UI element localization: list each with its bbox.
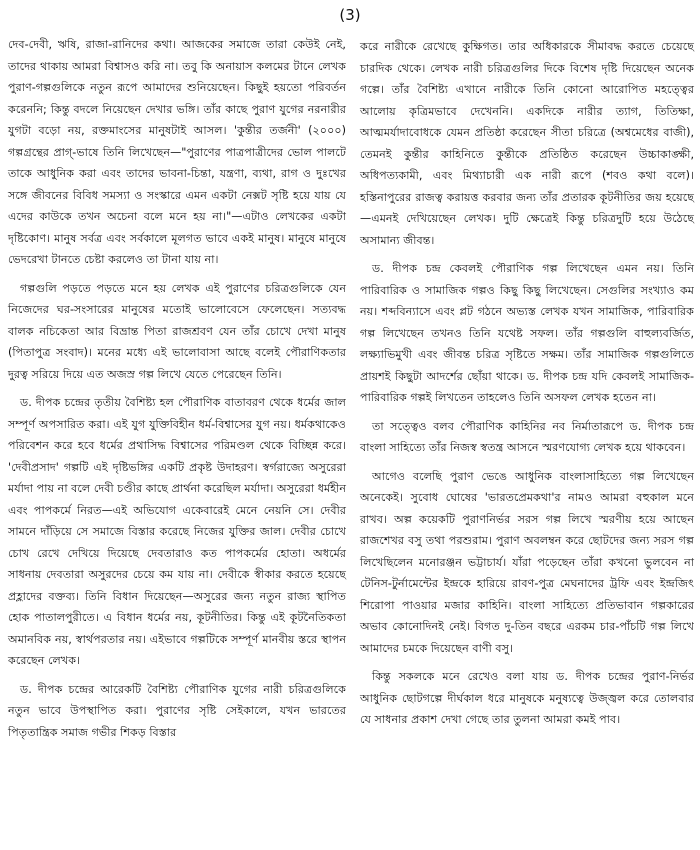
page-number: (3) bbox=[339, 6, 361, 24]
paragraph: আগেও বলেছি পুরাণ ভেঙে আধুনিক বাংলাসাহিত্যে গল্প লিখেছেন অনেকেই। সুবোধ ঘোষের 'ভারতপ্রেমকথা'র নামও আমরা বহুকাল মনে রাখব। অল্প কয়েকটি পুরাণনির্ভর সরস গল্প লিখে স্মরণীয় হয়ে আছেন রাজশেখর বসু তথা পরশুরাম। পুরাণ অবলম্বন করে ছোটদের জন্য সরস গল্প লিখেছিলেন মনোরঞ্জন ভট্টাচার্য। যাঁরা পড়েছেন তাঁরা কখনো ভুলবেন না টেনিস-টুর্নামেন্টের ইন্দ্রকে হারিয়ে রাবণ-পুত্র মেঘনাদের ট্রফি এবং ইন্দ্রজিৎ শিরোপা পাওয়ার মজার কাহিনি। বাংলা সাহিত্যে প্রতিভাবান গল্পকারের অভাব কোনোদিনই নেই। বিগত দু-তিন বছরে এরকম চার-পাঁচটি গল্প লিখে আমাদের চমকে দিয়েছেন বাণী বসু। bbox=[360, 469, 694, 655]
paragraph: ড. দীপক চন্দ্রের আরেকটি বৈশিষ্ট্য পৌরাণিক যুগের নারী চরিত্রগুলিকে নতুন ভাবে উপস্থাপিত করা। পুরাণের সৃষ্টি সেইকালে, যখন ভারতের পিতৃতান্ত্রিক সমাজ গভীর শিকড় বিস্তার bbox=[8, 682, 346, 739]
paragraph: করে নারীকে রেখেছে কুক্ষিগত। তার অধিকারকে সীমাবদ্ধ করতে চেয়েছে চারদিক থেকে। লেখক নারী চরিত্রগুলির দিকে বিশেষ দৃষ্টি দিয়েছেন অনেক গল্পে। তাঁর বৈশিষ্ট্য এখানে নারীকে তিনি কোনো আরোপিত মহত্ত্বের আলোয় কৃত্রিমভাবে দেখেননি। একদিকে নারীর ত্যাগ, তিতিক্ষা, আত্মমর্যাদাবোধকে যেমন প্রতিষ্ঠা করেছেন সীতা চরিত্রে (অশ্বমেধের বাজী), তেমনই কুন্তীর কাহিনিতে কুন্তীকে প্রতিষ্ঠিত করেছেন উচ্চাকাঙ্ক্ষী, অধিপত্যকামী, এবং মিথ্যাচারী এক নারী রূপে (শবও কথা বলে)। হস্তিনাপুরের রাজত্ব করায়ত্ত করবার জন্য তাঁর প্রতারক কূটনীতির জয় হয়েছে—এমনই দেখিয়েছেন লেখক। দুটি ক্ষেত্রেই কিন্তু চরিত্রদুটি হয়ে উঠেছে অসামান্য জীবন্ত। bbox=[360, 40, 694, 247]
right-column bbox=[360, 36, 694, 738]
paragraph: ড. দীপক চন্দ্রের তৃতীয় বৈশিষ্ট্য হল পৌরাণিক বাতাবরণ থেকে ধর্মের জাল সম্পূর্ণ অপসারিত করা। এই যুগ যুক্তিবিহীন ধর্ম-বিশ্বাসের যুগ নয়। ধর্মকথাকেও পরিবেশন করে হবে ধর্মের প্রথাসিদ্ধ বিশ্বাসের পরিমণ্ডল থেকে বিচ্ছিন্ন করে। 'দেবীপ্রসাদ' গল্পটি এই দৃষ্টিভঙ্গির একটি প্রকৃষ্ট উদাহরণ। স্বর্গরাজ্যে অসুরেরা মর্যাদা পায় না বলে দেবী চণ্ডীর কাছে প্রার্থনা করেছিল মর্যাদা। অসুরেরা ধর্মহীন এবং পাপকর্মে নিরত—এই অভিযোগ একেবারেই মেনে নেয়নি সে। দেবীর সামনে দাঁড়িয়ে সে সমাজে বিস্তার করেছে নিজের যুক্তির জাল। দেবীর চোখে চোখ রেখে দেখিয়ে দিয়েছে দেবতারাও কত পাপকর্মের হোতা। অধর্মের সাধনায় দেবতারা অসুরদের চেয়ে কম যায় না। দেবীকে স্বীকার করতে হয়েছে প্রহ্লাদের বক্তব্য। তিনি বিধান দিয়েছেন—অসুরের জন্য নতুন রাজ্য স্থাপিত হোক পাতালপুরীতে। এ বিধান ধর্মের নয়, কূটনীতির। কিন্তু এই কূটনৈতিকতা অমানবিক নয়, স্বার্থপরতার নয়। এইভাবে গল্পটিকে সম্পূর্ণ মানবীয় স্তরে স্থাপন করেছেন লেখক। bbox=[8, 396, 346, 667]
paragraph: গল্পগুলি পড়তে পড়তে মনে হয় লেখক এই পুরাণের চরিত্রগুলিকে যেন নিজেদের ঘর-সংসারের মানুষের মতোই ভালোবেসে ফেলেছেন। সত্যবদ্ধ বালক নচিকেতা আর বিভ্রান্ত পিতা রাজশ্রবণ যেন তাঁর চোখে দেখা মানুষ (পিতাপুত্র সংবাদ)। মনের মধ্যে এই ভালোবাসা আছে বলেই পৌরাণিকতার দুরত্ব সরিয়ে দিয়ে এত অজস্র গল্প লিখে যেতে পেরেছেন তিনি। bbox=[8, 281, 346, 381]
paragraph: দেব-দেবী, ঋষি, রাজা-রানিদের কথা। আজকের সমাজে তারা কেউই নেই, তাদের থাকায় আমরা বিশ্বাসও করি না। তবু কি অনায়াস কলমের টানে লেখক পুরাণ-গল্পগুলিকে নতুন রূপে আমাদের শুনিয়েছেন। কিছুই হয়তো পরিবর্তন করেননি; কিন্তু বদলে নিয়েছেন দেখার ভঙ্গি। তাঁর কাছে পুরাণ যুগের নরনারীর যুগটা বড়ো নয়, রক্তমাংসের মানুষটাই আসল। 'কুন্তীর তর্জনী' (২০০০) গল্পগ্রন্থের প্রাগ্‌-ভাষে তিনি লিখেছেন—"পুরাণের পাত্রপাত্রীদের ভোল পালটে তাকে আধুনিক করা এবং তাদের ভাবনা-চিন্তা, যন্ত্রণা, ব্যথা, রাগ ও দুঃখের সঙ্গে জীবনের বিবিধ সমস্যা ও সংস্কারে এমন একটা নেক্সট সৃষ্টি হয়ে যায় যে এদের কাউকে তখন অচেনা বলে মনে হয় না।"—এটাও লেখকের একটা দৃষ্টিকোণ। মানুষ সর্বত্র এবং সর্বকালে মূলগত ভাবে একই মানুষ। মানুষে মানুষে ভেদরেখা টানতে চেষ্টা করলেও তা টানা যায় না। bbox=[8, 38, 346, 266]
paragraph: তা সত্ত্বেও বলব পৌরাণিক কাহিনির নব নির্মাতারূপে ড. দীপক চন্দ্র বাংলা সাহিত্যে তাঁর নিজস্ব স্বতন্ত্র আসনে স্মরণযোগ্য লেখক হয়ে থাকবেন। bbox=[360, 419, 694, 454]
paragraph: কিন্তু সকলকে মনে রেখেও বলা যায় ড. দীপক চন্দ্রের পুরাণ-নির্ভর আধুনিক ছোটগল্পে দীর্ঘকাল ধরে মানুষকে মনুষ্যত্বে উজ্জ্বল করে তোলবার যে সাধনার প্রকাশ দেখা গেছে তার তুলনা আমরা কমই পাব। bbox=[360, 670, 694, 726]
left-column bbox=[8, 34, 346, 750]
paragraph: ড. দীপক চন্দ্র কেবলই পৌরাণিক গল্প লিখেছেন এমন নয়। তিনি পারিবারিক ও সামাজিক গল্পও কিছু কিছু লিখেছেন। সেগুলির সংখ্যাও কম নয়। শব্দবিন্যাসে এবং প্লট গঠনে অভ্যস্ত লেখক যখন সামাজিক, পারিবারিক গল্প লিখেছেন তখনও তিনি যথেষ্ট সফল। তাঁর গল্পগুলি বাহুল্যবর্জিত, লক্ষ্যাভিমুখী এবং জীবন্ত চরিত্র সৃষ্টিতে সক্ষম। তাঁর সামাজিক গল্পগুলিতে প্রায়শই কিছুটা আদর্শের ছোঁয়া থাকে। ড. দীপক চন্দ্র যদি কেবলই সামাজিক-পারিবারিক গল্পই লিখতেন তাহলেও তিনি অসফল লেখক হতেন না। bbox=[360, 262, 694, 404]
